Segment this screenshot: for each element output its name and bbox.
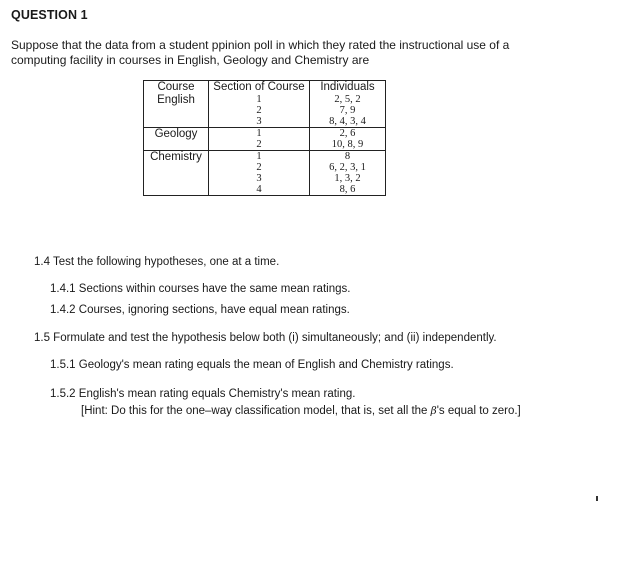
section-number: 3 — [256, 116, 262, 127]
section-number: 1 — [256, 151, 262, 162]
question-title: QUESTION 1 — [11, 8, 88, 22]
hint-text — [81, 405, 521, 417]
individual-ratings: 8, 6 — [339, 184, 356, 195]
stray-mark — [596, 496, 598, 501]
item-1-5: 1.5 Formulate and test the hypothesis below both (i) simultaneously; and (ii) independently. — [34, 332, 497, 344]
section-number: 2 — [256, 105, 262, 116]
data-table — [143, 80, 386, 196]
section-number: 2 — [256, 162, 262, 173]
table-header-row — [144, 81, 386, 95]
intro-line-1: Suppose that the data from a student ppinion poll in which they rated the instructional use of a — [11, 38, 510, 52]
item-1-4-2: 1.4.2 Courses, ignoring sections, have equal mean ratings. — [50, 304, 350, 316]
header-course: Course — [144, 81, 209, 95]
table-row-geology — [144, 128, 386, 151]
header-section: Section of Course — [209, 81, 310, 95]
section-number: 2 — [256, 139, 262, 150]
individual-ratings: 10, 8, 9 — [331, 139, 364, 150]
section-number: 1 — [256, 94, 262, 105]
beta-symbol: β — [430, 405, 437, 417]
item-1-5-2: 1.5.2 English's mean rating equals Chemistry's mean rating. — [50, 388, 356, 400]
course-name: Geology — [154, 128, 198, 140]
individual-ratings: 2, 5, 2 — [334, 94, 361, 105]
course-name: English — [157, 94, 195, 106]
table-row-chemistry — [144, 151, 386, 196]
header-individuals: Individuals — [310, 81, 386, 95]
individual-ratings: 6, 2, 3, 1 — [329, 162, 366, 173]
course-name: Chemistry — [150, 151, 202, 163]
individual-ratings: 2, 6 — [339, 128, 356, 139]
individual-ratings: 8 — [344, 151, 351, 162]
section-number: 4 — [256, 184, 262, 195]
item-1-5-1: 1.5.1 Geology's mean rating equals the mean of English and Chemistry ratings. — [50, 359, 454, 371]
intro-paragraph — [11, 38, 611, 67]
item-1-4-1: 1.4.1 Sections within courses have the same mean ratings. — [50, 283, 351, 295]
individual-ratings: 8, 4, 3, 4 — [329, 116, 366, 127]
item-1-4: 1.4 Test the following hypotheses, one at a time. — [34, 256, 280, 268]
hint-prefix: [Hint: Do this for the one–way classification model, that is, set all the — [81, 405, 431, 417]
individual-ratings: 1, 3, 2 — [334, 173, 361, 184]
intro-line-2: computing facility in courses in English, Geology and Chemistry are — [11, 52, 370, 67]
hint-suffix: 's equal to zero.] — [436, 405, 521, 417]
individual-ratings: 7, 9 — [339, 105, 356, 116]
table-row-english — [144, 94, 386, 128]
section-number: 1 — [256, 128, 262, 139]
section-number: 3 — [256, 173, 262, 184]
